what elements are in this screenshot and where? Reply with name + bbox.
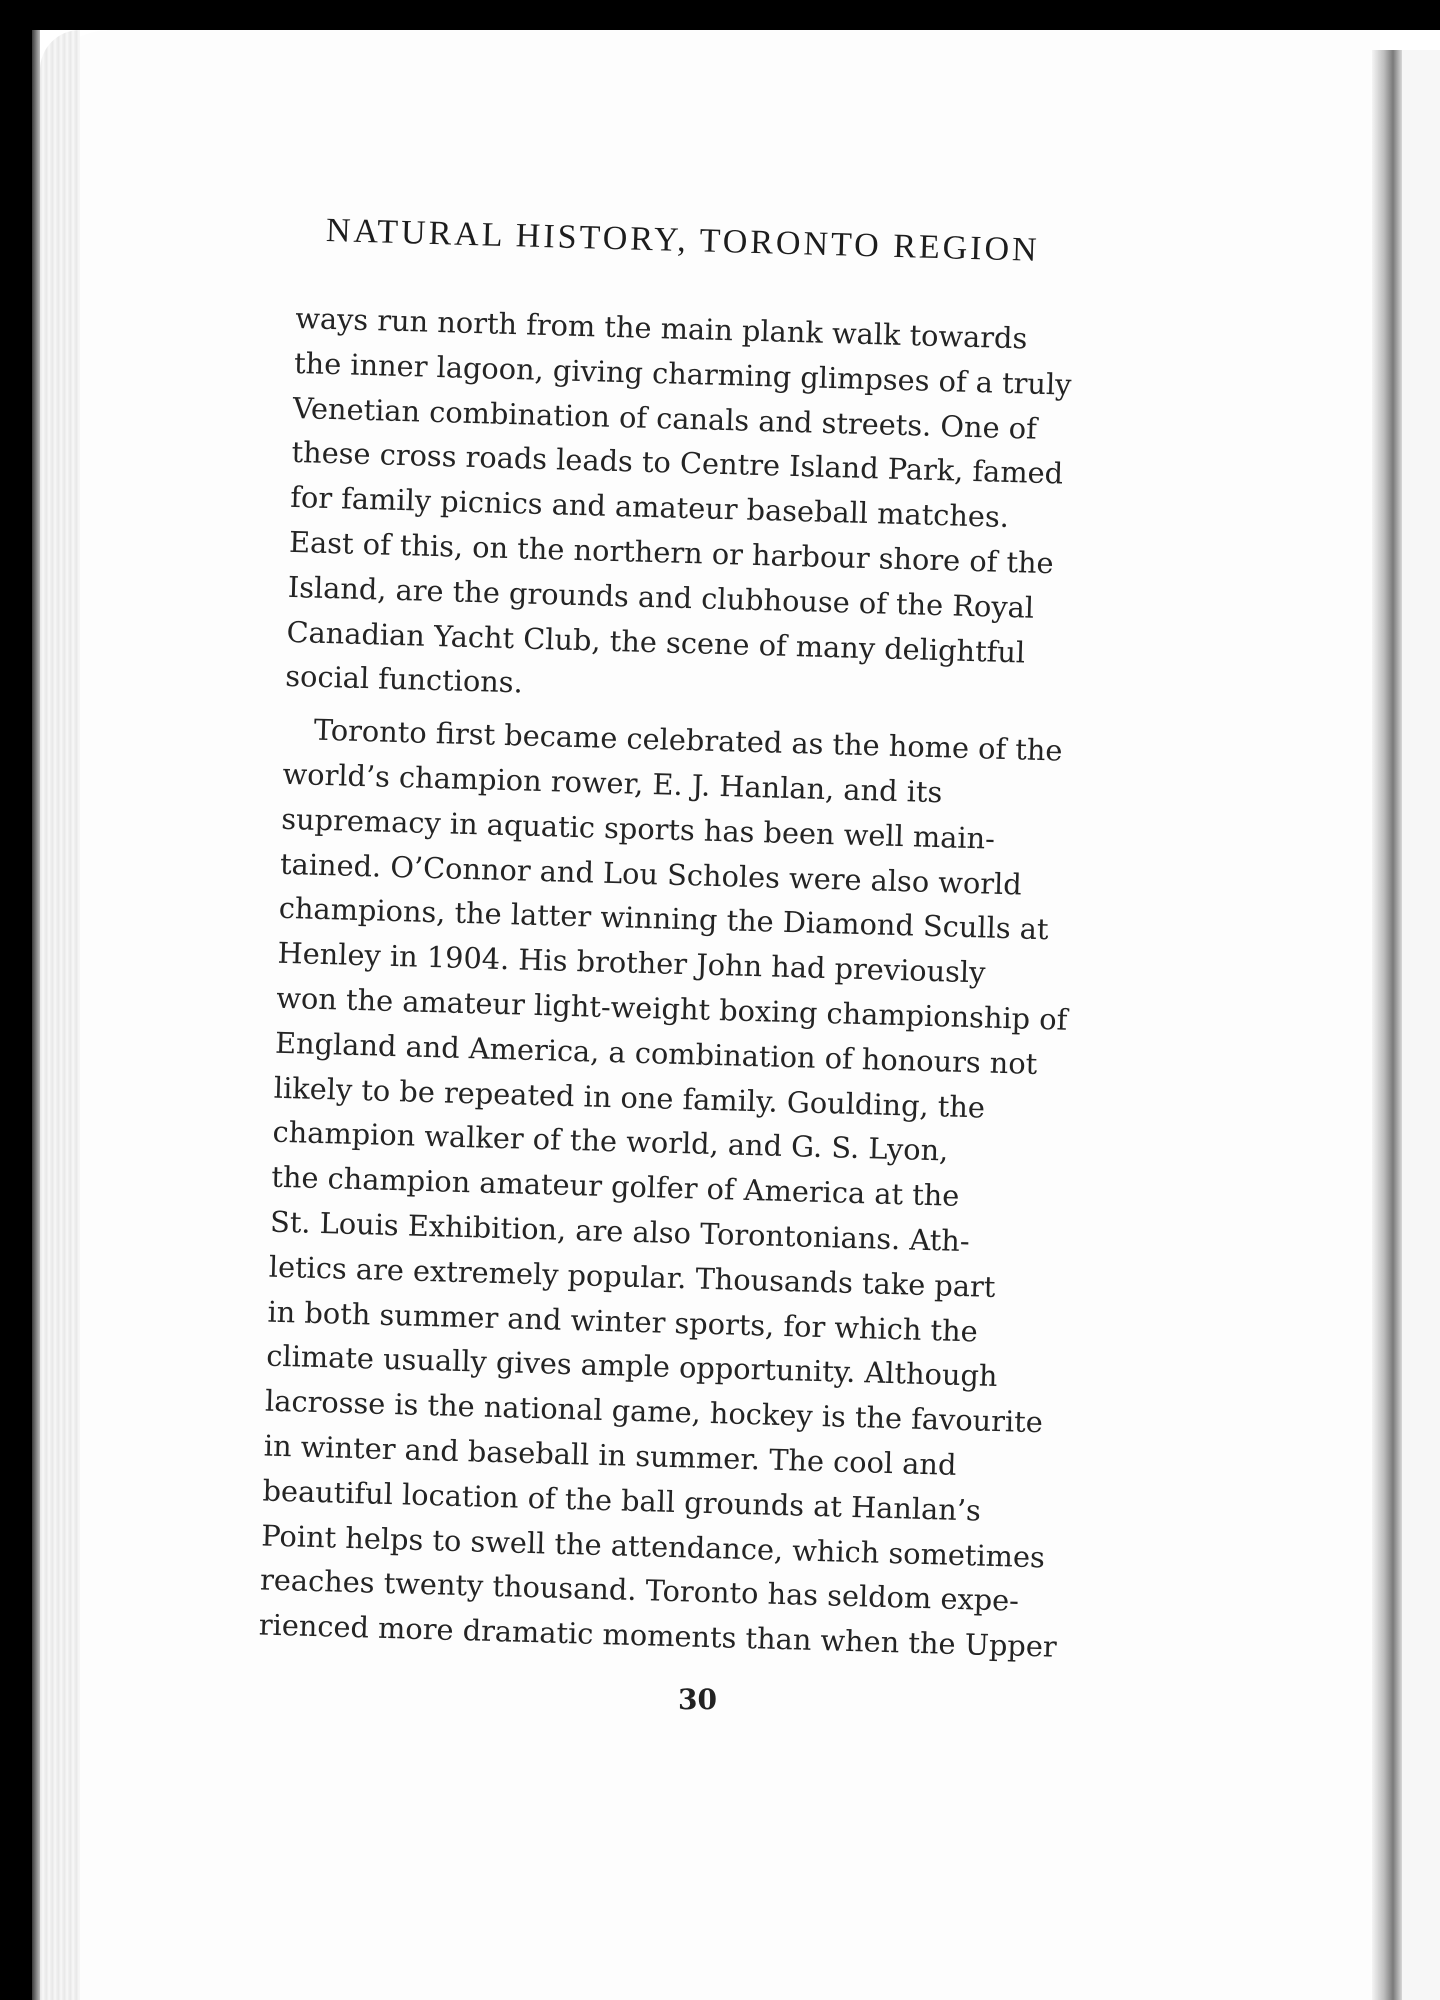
text-line: lacrosse is the national game, hockey is the favourite <box>264 1383 1044 1440</box>
running-head: NATURAL HISTORY, TORONTO REGION <box>325 212 1041 269</box>
text-line: in winter and baseball in summer. The cool and <box>263 1428 957 1482</box>
text-line: East of this, on the northern or harbour shore of the <box>288 524 1055 581</box>
text-line: reaches twenty thousand. Toronto has seldom expe- <box>259 1562 1020 1619</box>
text-line: champion walker of the world, and G. S. Lyon, <box>272 1115 949 1168</box>
text-line: social functions. <box>284 659 524 700</box>
text-line: Canadian Yacht Club, the scene of many delightful <box>286 614 1026 670</box>
text-line: St. Louis Exhibition, are also Torontonians. Ath- <box>269 1204 971 1259</box>
facing-page-edge <box>1402 50 1440 2000</box>
paragraph <box>285 296 1166 723</box>
text-line: the champion amateur golfer of America at the <box>270 1159 960 1214</box>
text-line: world’s champion rower, E. J. Hanlan, and its <box>282 756 943 810</box>
text-line: the inner lagoon, giving charming glimpses of a truly <box>293 345 1072 402</box>
body-text <box>258 296 1165 1672</box>
text-line: ways run north from the main plank walk towards <box>294 300 1028 356</box>
text-line: supremacy in aquatic sports has been well main- <box>280 801 996 856</box>
text-line: England and America, a combination of honours not <box>274 1025 1038 1081</box>
text-line: tained. O’Connor and Lou Scholes were also world <box>279 846 1023 902</box>
text-line: in both summer and winter sports, for which the <box>267 1294 979 1348</box>
text-line: beautiful location of the ball grounds at Hanlan’s <box>262 1473 982 1528</box>
text-line: letics are extremely popular. Thousands take part <box>268 1249 996 1304</box>
text-line: won the amateur light-weight boxing championship of <box>275 980 1068 1037</box>
text-line: Point helps to swell the attendance, which sometimes <box>260 1518 1046 1574</box>
page-number: 30 <box>678 1683 717 1716</box>
scan-backdrop-top <box>0 0 1440 30</box>
text-line: for family picnics and amateur baseball matches. <box>289 480 1010 535</box>
text-line: Toronto first became celebrated as the home of the <box>313 712 1063 768</box>
scan-backdrop-left <box>0 0 32 2000</box>
paragraph <box>258 707 1154 1672</box>
text-line: likely to be repeated in one family. Goulding, the <box>273 1070 986 1125</box>
page-stack-edges <box>40 30 80 2000</box>
text-line: Island, are the grounds and clubhouse of the Royal <box>287 569 1035 625</box>
text-line: climate usually gives ample opportunity. Although <box>265 1338 998 1394</box>
text-line: champions, the latter winning the Diamond Sculls at <box>278 891 1049 947</box>
text-line: these cross roads leads to Centre Island Park, famed <box>291 435 1064 491</box>
binding-gutter <box>1372 50 1402 2000</box>
text-line: Henley in 1904. His brother John had previously <box>277 935 986 990</box>
scan-shadow <box>32 30 40 2000</box>
text-line: rienced more dramatic moments than when the Upper <box>258 1607 1058 1664</box>
text-line: Venetian combination of canals and streets. One of <box>292 390 1038 446</box>
